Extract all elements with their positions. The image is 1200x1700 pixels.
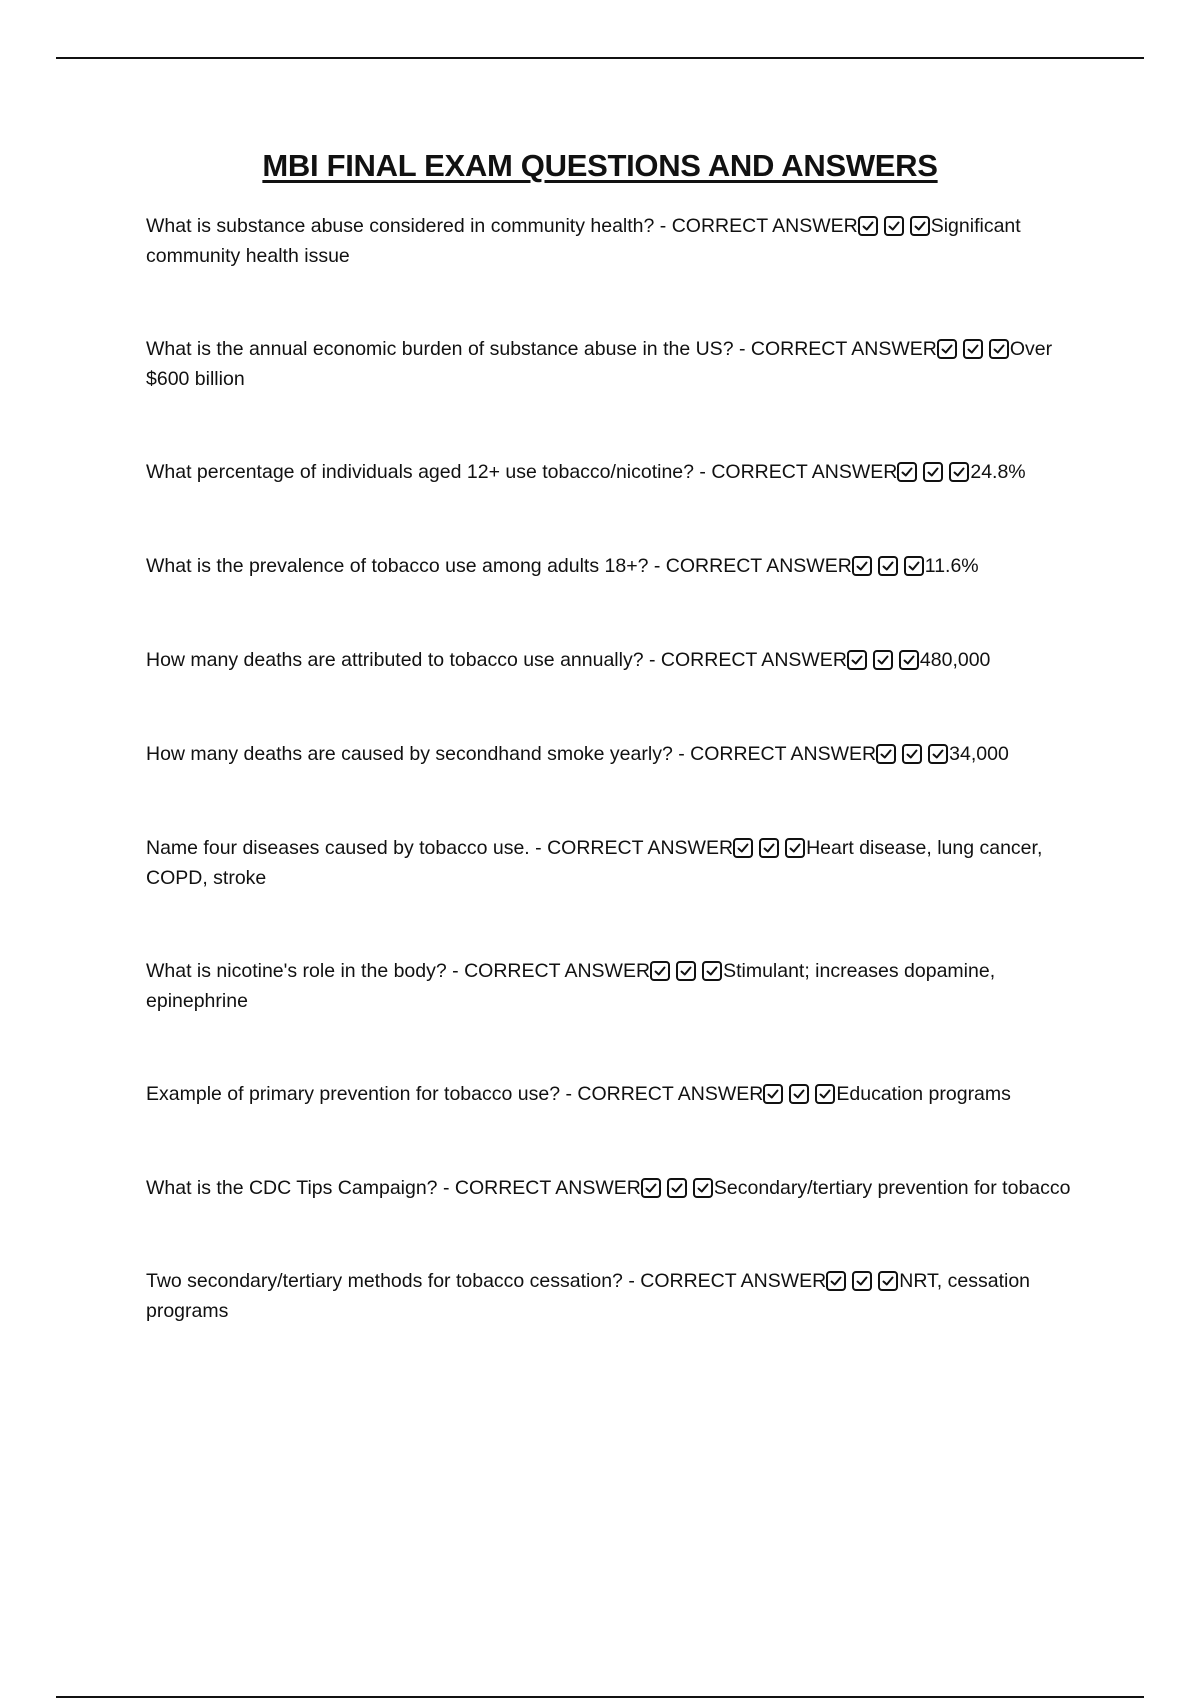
checked-box-icon [733, 838, 753, 858]
separator: - [643, 649, 661, 671]
checked-box-icon [928, 744, 948, 764]
checked-box-icon [815, 1084, 835, 1104]
list-item [146, 211, 1081, 271]
question-text: What is the prevalence of tobacco use among adults 18+? [146, 555, 649, 577]
qa-list [146, 211, 1081, 1389]
separator: - [446, 960, 465, 982]
checked-box-icon [876, 744, 896, 764]
checked-box-icon [989, 339, 1009, 359]
answer-marker-group [751, 338, 1010, 360]
checked-box-icon [852, 1271, 872, 1291]
question-text: What percentage of individuals aged 12+ use tobacco/nicotine? [146, 461, 694, 483]
question-text: What is the CDC Tips Campaign? [146, 1177, 438, 1199]
answer-marker: CORRECT ANSWER [640, 1270, 827, 1292]
answer-text: Over $600 billion [146, 338, 1053, 390]
checked-box-icon [826, 1271, 846, 1291]
checked-box-icon [904, 556, 924, 576]
separator: - [529, 837, 548, 859]
checked-box-icon [923, 462, 943, 482]
answer-text: 34,000 [949, 743, 1009, 765]
checked-box-icon [650, 961, 670, 981]
answer-marker-group [577, 1083, 836, 1105]
answer-marker: CORRECT ANSWER [711, 461, 898, 483]
list-item [146, 739, 1081, 769]
checked-box-icon [641, 1178, 661, 1198]
answer-marker-group [672, 215, 931, 237]
list-item [146, 1079, 1081, 1109]
answer-text: Secondary/tertiary prevention for tobacco [713, 1177, 1071, 1199]
answer-marker: CORRECT ANSWER [454, 1177, 641, 1199]
question-text: How many deaths are caused by secondhand smoke yearly? [146, 743, 673, 765]
checked-box-icon [949, 462, 969, 482]
separator: - [437, 1177, 455, 1199]
answer-marker: CORRECT ANSWER [464, 960, 651, 982]
answer-text: NRT, cessation programs [146, 1270, 1031, 1322]
checked-box-icon [897, 462, 917, 482]
checked-box-icon [902, 744, 922, 764]
list-item [146, 833, 1081, 893]
checked-box-icon [878, 556, 898, 576]
answer-text: 24.8% [970, 461, 1026, 483]
answer-marker: CORRECT ANSWER [577, 1083, 764, 1105]
checked-box-icon [702, 961, 722, 981]
checked-box-icon [785, 838, 805, 858]
answer-text: Heart disease, lung cancer, COPD, stroke [146, 837, 1043, 889]
answer-marker: CORRECT ANSWER [750, 338, 937, 360]
answer-text: 480,000 [919, 649, 991, 671]
header-rule [56, 57, 1144, 59]
question-text: Example of primary prevention for tobacco use? [146, 1083, 561, 1105]
list-item [146, 1266, 1081, 1326]
answer-marker-group [711, 461, 970, 483]
question-text: Two secondary/tertiary methods for tobacco cessation? [146, 1270, 623, 1292]
answer-marker-group [547, 837, 806, 859]
separator: - [560, 1083, 578, 1105]
checked-box-icon [884, 216, 904, 236]
answer-text: Stimulant; increases dopamine, epinephrine [146, 960, 996, 1012]
checked-box-icon [910, 216, 930, 236]
list-item [146, 1173, 1081, 1203]
answer-marker: CORRECT ANSWER [665, 555, 852, 577]
answer-marker-group [661, 649, 920, 671]
question-text: How many deaths are attributed to tobacco use annually? [146, 649, 644, 671]
question-text: Name four diseases caused by tobacco use. [146, 837, 530, 859]
separator: - [733, 338, 751, 360]
checked-box-icon [858, 216, 878, 236]
checked-box-icon [676, 961, 696, 981]
list-item [146, 334, 1081, 394]
list-item [146, 956, 1081, 1016]
list-item [146, 457, 1081, 487]
separator: - [672, 743, 691, 765]
checked-box-icon [873, 650, 893, 670]
checked-box-icon [693, 1178, 713, 1198]
answer-marker: CORRECT ANSWER [547, 837, 734, 859]
checked-box-icon [963, 339, 983, 359]
answer-marker: CORRECT ANSWER [671, 215, 858, 237]
checked-box-icon [852, 556, 872, 576]
answer-text: Education programs [836, 1083, 1011, 1105]
question-text: What is the annual economic burden of substance abuse in the US? [146, 338, 734, 360]
list-item [146, 551, 1081, 581]
answer-marker-group [640, 1270, 899, 1292]
checked-box-icon [878, 1271, 898, 1291]
answer-text: Significant community health issue [146, 215, 1021, 267]
question-text: What is nicotine's role in the body? [146, 960, 447, 982]
checked-box-icon [763, 1084, 783, 1104]
answer-text: 11.6% [924, 555, 979, 577]
checked-box-icon [847, 650, 867, 670]
checked-box-icon [789, 1084, 809, 1104]
footer-rule [56, 1696, 1144, 1698]
checked-box-icon [899, 650, 919, 670]
separator: - [622, 1270, 641, 1292]
separator: - [694, 461, 712, 483]
answer-marker-group [690, 743, 949, 765]
answer-marker-group [464, 960, 723, 982]
page-title: MBI FINAL EXAM QUESTIONS AND ANSWERS [262, 148, 938, 183]
answer-marker: CORRECT ANSWER [660, 649, 847, 671]
checked-box-icon [667, 1178, 687, 1198]
checked-box-icon [937, 339, 957, 359]
list-item [146, 645, 1081, 675]
separator: - [648, 555, 666, 577]
answer-marker-group [666, 555, 925, 577]
answer-marker: CORRECT ANSWER [690, 743, 877, 765]
separator: - [654, 215, 672, 237]
checked-box-icon [759, 838, 779, 858]
question-text: What is substance abuse considered in community health? [146, 215, 655, 237]
answer-marker-group [455, 1177, 714, 1199]
